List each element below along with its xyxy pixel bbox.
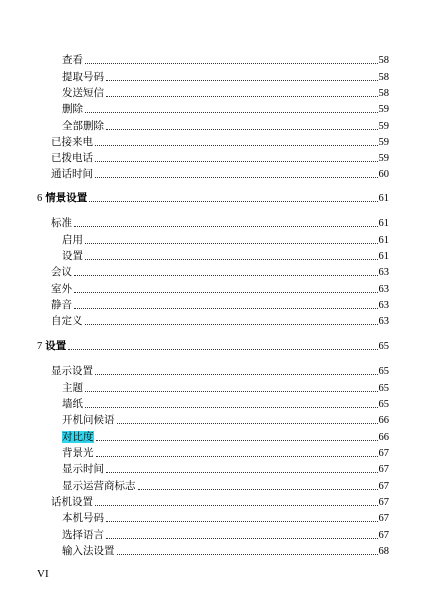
- page-number: 58: [378, 88, 389, 99]
- dot-leader: [138, 489, 378, 490]
- entry-title: 提取号码: [62, 71, 104, 83]
- entry-title: 设置: [45, 340, 67, 352]
- toc-entry-label: [51, 217, 72, 230]
- page-number: 59: [378, 153, 389, 164]
- dot-leader: [95, 374, 378, 375]
- page-number: 60: [378, 169, 389, 180]
- page-number: 63: [378, 316, 389, 327]
- dot-leader: [106, 96, 378, 97]
- toc-entry-row[interactable]: [62, 410, 389, 427]
- toc-entry-row[interactable]: [62, 541, 389, 558]
- entry-title: 已接来电: [51, 136, 93, 148]
- toc-entry-row[interactable]: [62, 116, 389, 133]
- dot-leader: [95, 505, 378, 506]
- entry-title: 选择语言: [62, 529, 104, 541]
- entry-title: 显示时间: [62, 463, 104, 475]
- entry-title: 查看: [62, 54, 83, 66]
- dot-leader: [95, 161, 378, 162]
- dot-leader: [106, 521, 378, 522]
- page-number: 61: [378, 193, 389, 204]
- entry-title: 全部删除: [62, 120, 104, 132]
- toc-entry-row[interactable]: [62, 67, 389, 84]
- page-number: 59: [378, 121, 389, 132]
- toc-entry-row[interactable]: [51, 361, 389, 378]
- page-number: 65: [378, 366, 389, 377]
- toc-entry-row[interactable]: [51, 148, 389, 165]
- page-number: 63: [378, 284, 389, 295]
- toc-entry-label: [51, 365, 93, 378]
- entry-title: 显示运营商标志: [62, 480, 136, 492]
- dot-leader: [96, 456, 378, 457]
- dot-leader: [85, 407, 378, 408]
- dot-leader: [85, 112, 378, 113]
- toc-entry-row[interactable]: [51, 213, 389, 230]
- dot-leader: [117, 554, 378, 555]
- toc-entry-row[interactable]: [62, 459, 389, 476]
- toc-entry-row[interactable]: [51, 164, 389, 181]
- page-number: 65: [378, 383, 389, 394]
- entry-title: 发送短信: [62, 87, 104, 99]
- toc-entry-row[interactable]: [62, 476, 389, 493]
- toc-entry-row[interactable]: [62, 394, 389, 411]
- toc-entry-row[interactable]: [51, 295, 389, 312]
- toc-entry-row[interactable]: [62, 99, 389, 116]
- entry-title: 主题: [62, 382, 83, 394]
- page-number: 67: [378, 530, 389, 541]
- dot-leader: [74, 292, 378, 293]
- toc-entry-label: [62, 545, 115, 558]
- dot-leader: [96, 440, 378, 441]
- toc-entry-row[interactable]: [62, 378, 389, 395]
- entry-title: 启用: [62, 234, 83, 246]
- page-number: 59: [378, 104, 389, 115]
- page-number: 66: [378, 415, 389, 426]
- entry-title: 标准: [51, 217, 72, 229]
- toc-entry-label: [62, 103, 83, 116]
- dot-leader: [74, 275, 378, 276]
- page-number: 67: [378, 464, 389, 475]
- entry-title: 背景光: [62, 447, 94, 459]
- page-number: 68: [378, 546, 389, 557]
- chapter-number: 7: [37, 341, 43, 352]
- dot-leader: [85, 259, 378, 260]
- entry-title: 墙纸: [62, 398, 83, 410]
- page-number: 61: [378, 251, 389, 262]
- entry-title: 情景设置: [45, 192, 88, 204]
- toc-entry-row[interactable]: [51, 311, 389, 328]
- page-number: 58: [378, 55, 389, 66]
- dot-leader: [117, 423, 378, 424]
- dot-leader: [95, 145, 378, 146]
- dot-leader: [106, 538, 378, 539]
- toc-entry-row[interactable]: [62, 246, 389, 263]
- toc-entry-row[interactable]: [62, 525, 389, 542]
- toc-entry-label: [62, 414, 115, 427]
- entry-title: 已拨电话: [51, 152, 93, 164]
- page-number: 67: [378, 448, 389, 459]
- toc-entry-row[interactable]: [62, 443, 389, 460]
- toc-chapter-row[interactable]: [37, 188, 389, 205]
- toc-entry-row[interactable]: [62, 83, 389, 100]
- page-number: 63: [378, 300, 389, 311]
- dot-leader: [85, 243, 378, 244]
- toc-entry-label: [62, 54, 83, 67]
- page-number: 67: [378, 513, 389, 524]
- dot-leader: [74, 226, 378, 227]
- toc-entry-row[interactable]: [62, 50, 389, 67]
- dot-leader: [89, 201, 377, 202]
- toc-entry-label: [62, 463, 104, 476]
- dot-leader: [68, 349, 377, 350]
- toc-entry-label: [45, 340, 66, 353]
- page-number: 61: [378, 235, 389, 246]
- dot-leader: [85, 324, 378, 325]
- page-number: 67: [378, 497, 389, 508]
- entry-title: 输入法设置: [62, 545, 115, 557]
- dot-leader: [95, 177, 378, 178]
- entry-title: 开机问候语: [62, 414, 115, 426]
- dot-leader: [106, 129, 378, 130]
- toc-entry-row[interactable]: [62, 427, 389, 444]
- page-number: 61: [378, 218, 389, 229]
- page-number: 59: [378, 137, 389, 148]
- entry-title: 话机设置: [51, 496, 93, 508]
- toc-entry-label: [51, 315, 83, 328]
- page-number: 67: [378, 481, 389, 492]
- page-number: 63: [378, 267, 389, 278]
- toc-entry-row[interactable]: [62, 230, 389, 247]
- entry-title: 静音: [51, 299, 72, 311]
- entry-title: 自定义: [51, 315, 83, 327]
- entry-title: 对比度: [62, 431, 94, 443]
- toc-chapter-row[interactable]: [37, 336, 389, 353]
- dot-leader: [85, 391, 378, 392]
- toc-entry-row[interactable]: [51, 132, 389, 149]
- toc-entry-row[interactable]: [51, 262, 389, 279]
- entry-title: 本机号码: [62, 512, 104, 524]
- entry-title: 显示设置: [51, 365, 93, 377]
- toc-entry-label: [45, 192, 87, 205]
- toc-entry-row[interactable]: [62, 508, 389, 525]
- toc-entry-label: [62, 512, 104, 525]
- chapter-number: 6: [37, 193, 43, 204]
- page-number: 65: [378, 341, 389, 352]
- page-number-footer: VI: [37, 568, 49, 580]
- entry-title: 设置: [62, 250, 83, 262]
- entry-title: 室外: [51, 283, 72, 295]
- dot-leader: [106, 472, 378, 473]
- toc-entry-row[interactable]: [51, 279, 389, 296]
- entry-title: 删除: [62, 103, 83, 115]
- dot-leader: [74, 308, 378, 309]
- page-number: 66: [378, 432, 389, 443]
- toc-entry-row[interactable]: [51, 492, 389, 509]
- page-number: 58: [378, 72, 389, 83]
- entry-title: 通话时间: [51, 168, 93, 180]
- page-number: 65: [378, 399, 389, 410]
- toc-entry-label: [51, 266, 72, 279]
- dot-leader: [106, 80, 378, 81]
- entry-title: 会议: [51, 266, 72, 278]
- toc-entry-label: [51, 168, 93, 181]
- dot-leader: [85, 63, 378, 64]
